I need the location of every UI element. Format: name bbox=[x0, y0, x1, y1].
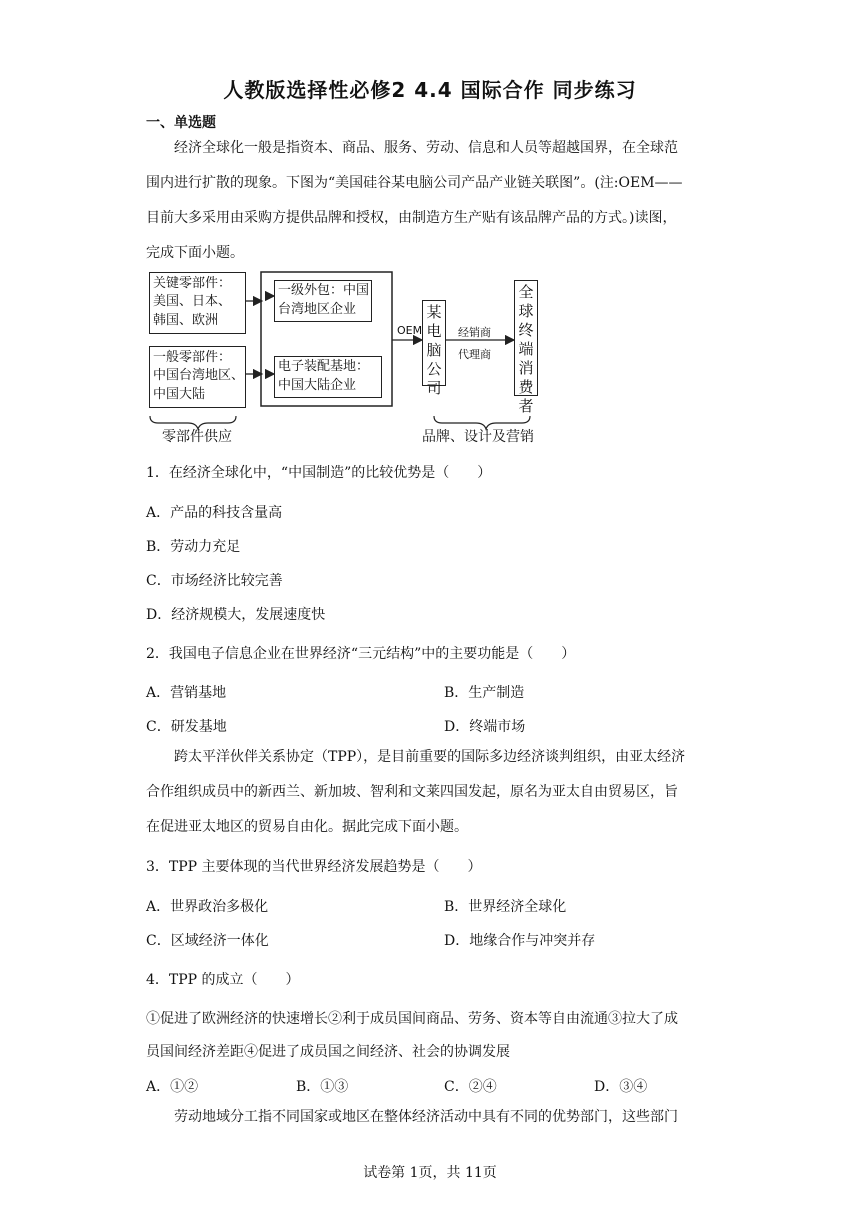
first-outsource-box bbox=[274, 280, 372, 322]
intro-line: 经济全球化一般是指资本、商品、服务、劳动、信息和人员等超越国界，在全球范 bbox=[174, 140, 678, 156]
q3-option-a[interactable]: A．世界政治多极化 bbox=[146, 899, 269, 915]
intro-paragraph-2 bbox=[146, 740, 716, 845]
q3-option-b[interactable]: B．世界经济全球化 bbox=[444, 899, 567, 915]
question-4-stem: 4．TPP 的成立（ ） bbox=[146, 972, 300, 988]
oem-label: OEM bbox=[397, 324, 423, 337]
intro-line: 在促进亚太地区的贸易自由化。据此完成下面小题。 bbox=[146, 819, 468, 835]
q3-option-d[interactable]: D．地缘合作与冲突并存 bbox=[444, 933, 596, 949]
intro-line: 目前大多采用由采购方提供品牌和授权，由制造方生产贴有该品牌产品的方式。)读图， bbox=[146, 210, 677, 226]
consumer-label: 全球终端消费者 bbox=[518, 283, 534, 415]
q4-option-c[interactable]: C．②④ bbox=[444, 1079, 497, 1095]
intro-paragraph-3: 劳动地域分工指不同国家或地区在整体经济活动中具有不同的优势部门，这些部门 bbox=[174, 1109, 678, 1125]
q3-option-c[interactable]: C．区域经济一体化 bbox=[146, 933, 269, 949]
question-1-stem: 1．在经济全球化中，“中国制造”的比较优势是（ ） bbox=[146, 465, 492, 481]
q4-option-b[interactable]: B．①③ bbox=[296, 1079, 349, 1095]
company-box bbox=[422, 300, 446, 397]
agent-label: 代理商 bbox=[458, 348, 491, 361]
general-parts-line: 中国大陆 bbox=[153, 387, 206, 402]
key-parts-line: 关键零部件： bbox=[153, 276, 232, 291]
q2-option-d[interactable]: D．终端市场 bbox=[444, 719, 526, 735]
q1-option-b[interactable]: B．劳动力充足 bbox=[146, 539, 241, 555]
question-4-body: 员国间经济差距④促进了成员国之间经济、社会的协调发展 bbox=[146, 1044, 510, 1060]
question-4-body: ①促进了欧洲经济的快速增长②利于成员国间商品、劳务、资本等自由流通③拉大了成 bbox=[146, 1011, 678, 1027]
key-parts-box bbox=[149, 272, 246, 334]
dealer-label: 经销商 bbox=[458, 326, 491, 339]
q1-option-c[interactable]: C．市场经济比较完善 bbox=[146, 573, 283, 589]
intro-line: 围内进行扩散的现象。下图为“美国硅谷某电脑公司产品产业链关联图”。(注:OEM—— bbox=[146, 175, 683, 191]
page-title: 人教版选择性必修2 4.4 国际合作 同步练习 bbox=[223, 78, 637, 102]
intro-line: 跨太平洋伙伴关系协定（TPP），是目前重要的国际多边经济谈判组织，由亚太经济 bbox=[174, 749, 686, 765]
section-heading: 一、单选题 bbox=[146, 115, 216, 131]
company-label: 某电脑公司 bbox=[426, 303, 442, 397]
q2-option-a[interactable]: A．营销基地 bbox=[146, 685, 227, 701]
assembly-base-line: 中国大陆企业 bbox=[278, 378, 357, 393]
question-2-stem: 2．我国电子信息企业在世界经济“三元结构”中的主要功能是（ ） bbox=[146, 646, 576, 662]
supply-caption: 零部件供应 bbox=[162, 429, 232, 445]
q4-option-a[interactable]: A．①② bbox=[146, 1079, 199, 1095]
q2-option-c[interactable]: C．研发基地 bbox=[146, 719, 227, 735]
brand-caption: 品牌、设计及营销 bbox=[422, 429, 534, 445]
key-parts-line: 韩国、欧洲 bbox=[153, 313, 219, 328]
first-outsource-line: 一级外包：中国 bbox=[278, 283, 370, 298]
intro-line: 合作组织成员中的新西兰、新加坡、智利和文莱四国发起，原名为亚太自由贸易区，旨 bbox=[146, 784, 678, 800]
q1-option-d[interactable]: D．经济规模大，发展速度快 bbox=[146, 607, 326, 623]
general-parts-box bbox=[149, 346, 246, 408]
general-parts-line: 中国台湾地区、 bbox=[153, 368, 245, 383]
consumer-box bbox=[514, 280, 538, 415]
q2-option-b[interactable]: B．生产制造 bbox=[444, 685, 525, 701]
key-parts-line: 美国、日本、 bbox=[153, 294, 232, 309]
assembly-base-box bbox=[274, 356, 382, 398]
first-outsource-line: 台湾地区企业 bbox=[278, 302, 357, 317]
page-footer: 试卷第 1页，共 11页 bbox=[363, 1165, 497, 1181]
q4-option-d[interactable]: D．③④ bbox=[594, 1079, 648, 1095]
intro-line: 完成下面小题。 bbox=[146, 245, 244, 261]
general-parts-line: 一般零部件： bbox=[153, 350, 232, 365]
industry-chain-diagram bbox=[146, 266, 546, 446]
q1-option-a[interactable]: A．产品的科技含量高 bbox=[146, 505, 283, 521]
intro-paragraph-1 bbox=[146, 131, 716, 271]
assembly-base-line: 电子装配基地： bbox=[278, 359, 370, 374]
question-3-stem: 3．TPP 主要体现的当代世界经济发展趋势是（ ） bbox=[146, 859, 482, 875]
